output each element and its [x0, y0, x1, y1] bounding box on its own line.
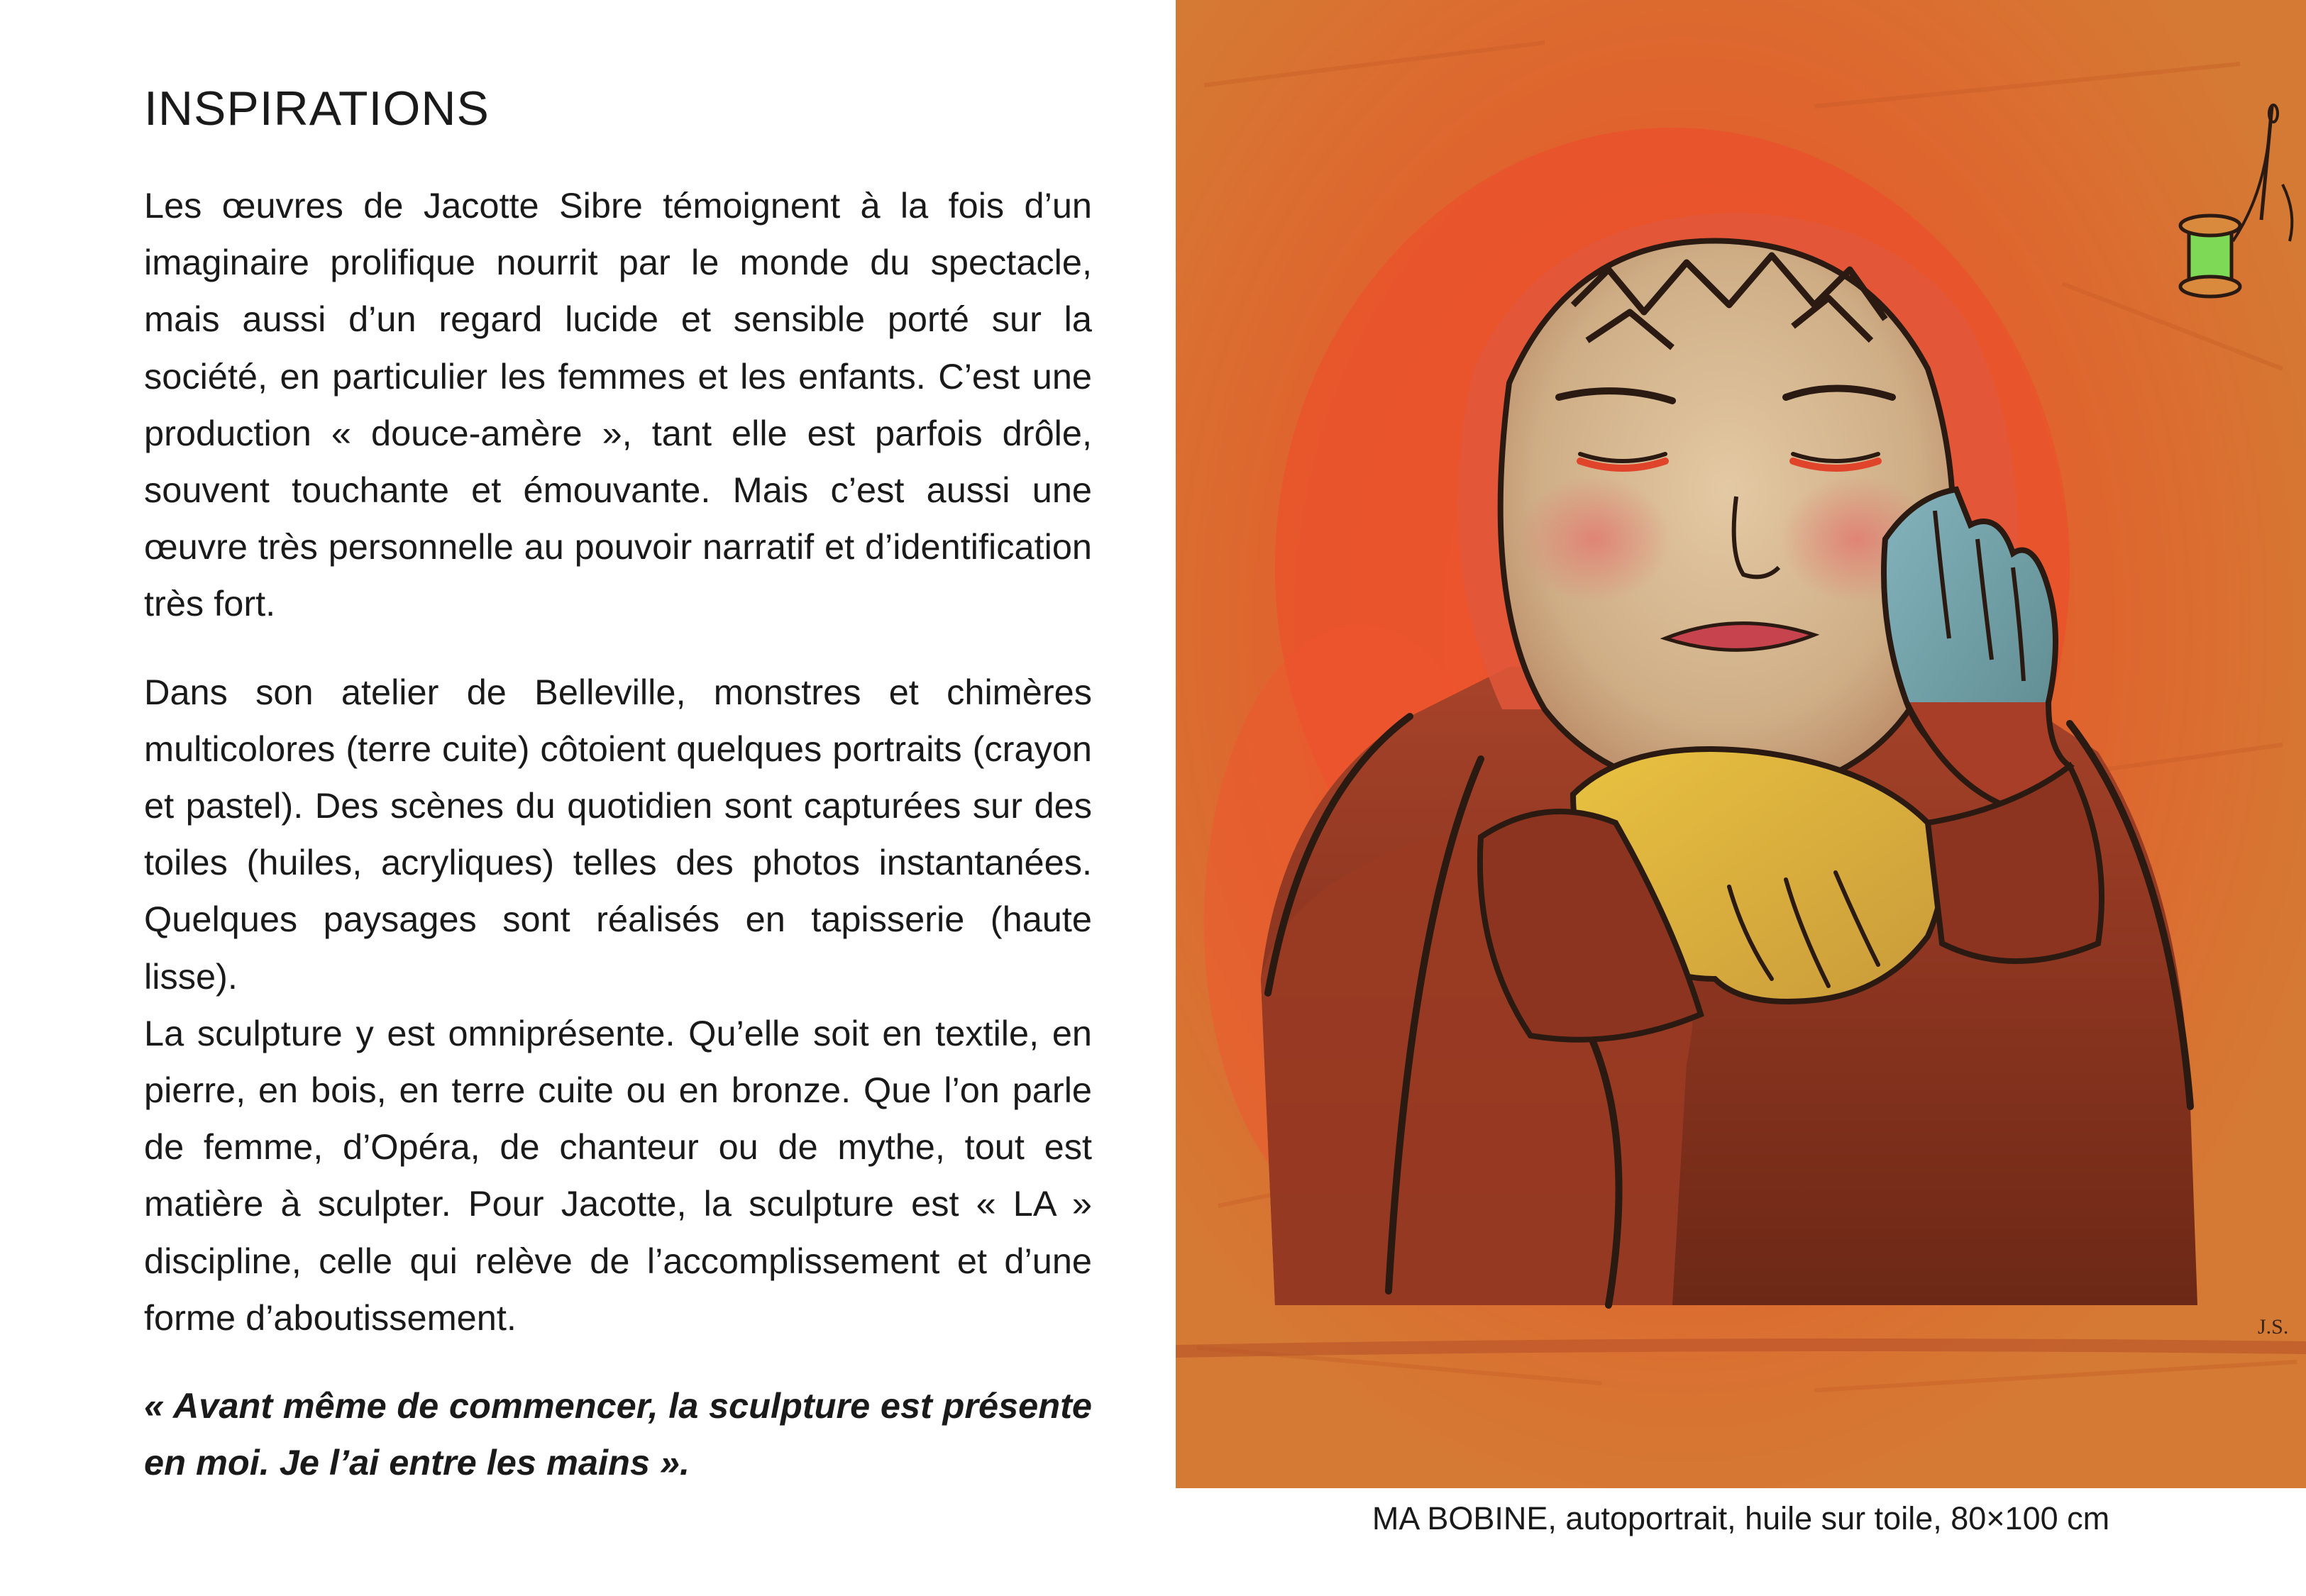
signature: J.S.	[2258, 1315, 2289, 1339]
text-column	[144, 77, 1092, 1527]
left-cheek	[1516, 475, 1672, 603]
painting-caption: MA BOBINE, autoportrait, huile sur toile, 80×100 cm	[1372, 1500, 2110, 1536]
artist-quote: « Avant même de commencer, la sculpture est présente en moi. Je l’ai entre les mains ».	[144, 1385, 1092, 1483]
paragraph-intro: Les œuvres de Jacotte Sibre témoignent à la fois d’un imaginaire prolifique nourrit par le monde du spectacle, mais aussi d’un regard lucide et sensible porté sur la société, en particulier les femmes et les enfants. C’est une production « douce-amère », tant elle est parfois drôle, souvent touchante et émouvante. Mais c’est aussi une œuvre très personnelle au pouvoir narratif et d’identification très fort.	[144, 185, 1092, 624]
paragraph-sculpture: La sculpture y est omniprésente. Qu’elle soit en textile, en pierre, en bois, en terre cuite ou en bronze. Que l’on parle de femme, d’Opéra, de chanteur ou de mythe, tout est matière à sculpter. Pour Jacotte, la sculpture est « LA » discipline, celle qui relève de l’accomplissement et d’une forme d’aboutissement.	[144, 1012, 1092, 1338]
painting-image	[1176, 0, 2306, 1488]
paragraph-atelier: Dans son atelier de Belleville, monstres et chimères multicolores (terre cuite) côtoient quelques portraits (crayon et pastel). Des scènes du quotidien sont capturées sur des toiles (huiles, acryliques) telles des photos instantanées. Quelques paysages sont réalisés en tapisserie (haute lisse).	[144, 671, 1092, 997]
section-heading: INSPIRATIONS	[144, 82, 490, 135]
